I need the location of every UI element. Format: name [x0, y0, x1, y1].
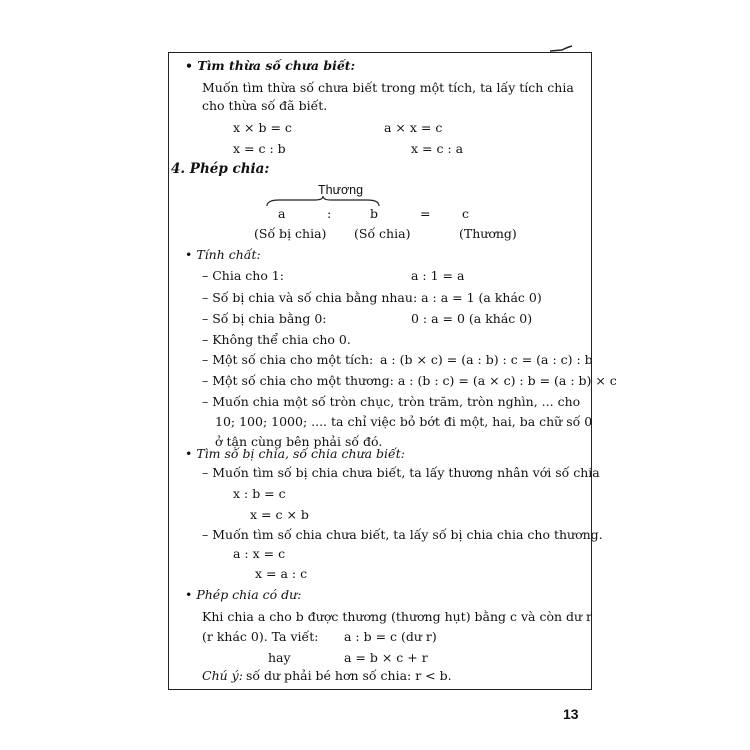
- division-equals: =: [420, 206, 431, 221]
- property-7-line2: 10; 100; 1000; .... ta chỉ việc bỏ bớt đi một, hai, ba chữ số 0: [215, 414, 593, 429]
- remainder-line3-label: hay: [268, 650, 291, 665]
- find-dividend-eq2: x = c × b: [250, 507, 309, 522]
- property-7-line1: – Muốn chia một số tròn chục, tròn trăm, tròn nghìn, ... cho: [202, 394, 581, 409]
- page-number: 13: [563, 706, 579, 722]
- property-1-eq: a : 1 = a: [411, 268, 465, 283]
- remainder-note-text: số dư phải bé hơn số chia: r < b.: [246, 668, 452, 683]
- find-divisor-eq1: a : x = c: [233, 546, 286, 561]
- remainder-line2-label: (r khác 0). Ta viết:: [202, 629, 319, 644]
- section-find-dividend-title: • Tìm số bị chia, số chia chưa biết:: [185, 446, 405, 461]
- property-7-line3: ở tận cùng bên phải số đó.: [215, 434, 383, 449]
- property-1-label: – Chia cho 1:: [202, 268, 284, 283]
- section-find-factor-title: • Tìm thừa số chưa biết:: [185, 58, 356, 73]
- property-4: – Không thể chia cho 0.: [202, 332, 351, 347]
- property-3-label: – Số bị chia bằng 0:: [202, 311, 327, 326]
- quotient-label: (Thương): [459, 226, 517, 241]
- dividend-label: (Số bị chia): [254, 226, 327, 241]
- remainder-note-label: Chú ý:: [202, 668, 243, 683]
- find-divisor-line: – Muốn tìm số chia chưa biết, ta lấy số bị chia chia cho thương.: [202, 527, 603, 542]
- property-3-eq: 0 : a = 0 (a khác 0): [411, 311, 533, 326]
- find-factor-line2: cho thừa số đã biết.: [202, 98, 328, 113]
- remainder-line3-eq: a = b × c + r: [344, 650, 428, 665]
- division-b: b: [370, 206, 379, 221]
- section-properties-title: • Tính chất:: [185, 247, 261, 262]
- find-dividend-eq1: x : b = c: [233, 486, 286, 501]
- division-colon: :: [327, 206, 332, 221]
- find-factor-eq1-right: a × x = c: [384, 120, 443, 135]
- property-5-eq: a : (b × c) = (a : b) : c = (a : c) : b: [380, 352, 593, 367]
- property-6: – Một số chia cho một thương: a : (b : c) = (a × c) : b = (a : b) × c: [202, 373, 617, 388]
- quotient-top-label: Thương: [318, 183, 364, 197]
- find-factor-line1: Muốn tìm thừa số chưa biết trong một tích, ta lấy tích chia: [202, 80, 574, 95]
- property-5-label: – Một số chia cho một tích:: [202, 352, 374, 367]
- section-division-title: 4. Phép chia:: [171, 161, 270, 177]
- find-divisor-eq2: x = a : c: [255, 566, 308, 581]
- property-2: – Số bị chia và số chia bằng nhau: a : a = 1 (a khác 0): [202, 290, 542, 305]
- remainder-line2-eq: a : b = c (dư r): [344, 629, 437, 644]
- division-c: c: [462, 206, 470, 221]
- remainder-line1: Khi chia a cho b được thương (thương hụt) bằng c và còn dư r: [202, 609, 593, 624]
- pen-mark-icon: [548, 44, 576, 54]
- find-factor-eq2-left: x = c : b: [233, 141, 286, 156]
- find-factor-eq2-right: x = c : a: [411, 141, 464, 156]
- divisor-label: (Số chia): [354, 226, 411, 241]
- section-remainder-title: • Phép chia có dư:: [185, 587, 302, 602]
- find-dividend-line1: – Muốn tìm số bị chia chưa biết, ta lấy thương nhân với số chia: [202, 465, 600, 480]
- find-factor-eq1-left: x × b = c: [233, 120, 292, 135]
- division-a: a: [278, 206, 286, 221]
